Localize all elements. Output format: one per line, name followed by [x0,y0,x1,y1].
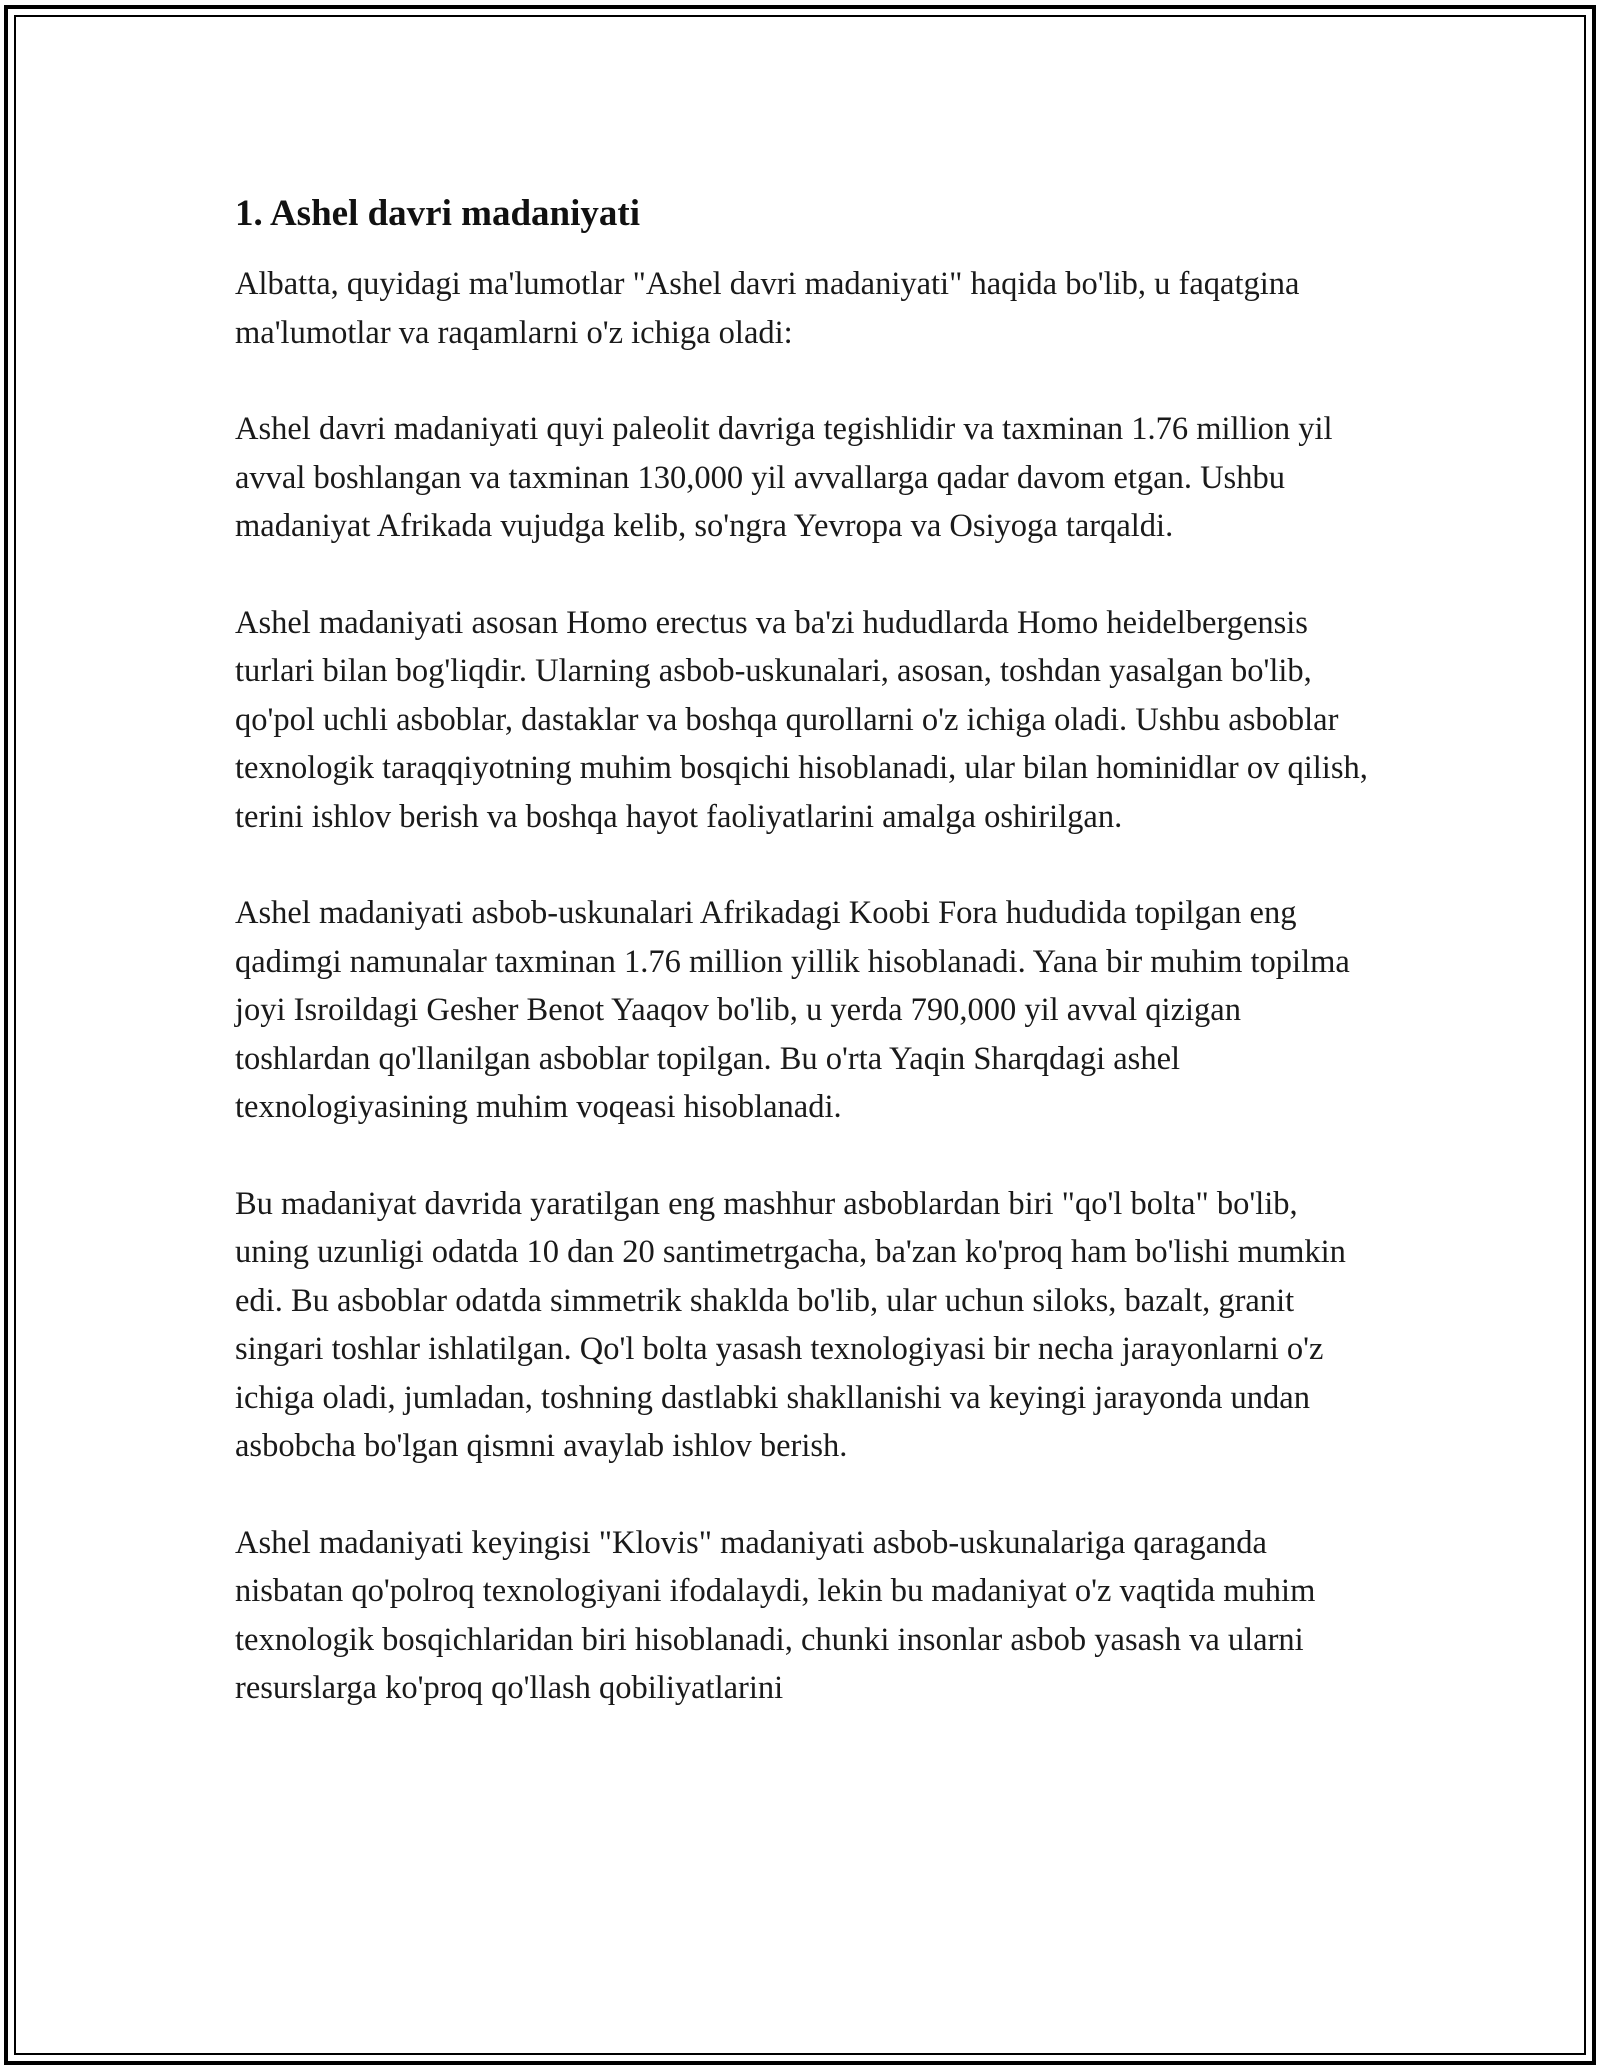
document-body [235,190,1370,1761]
paragraph-period: Ashel davri madaniyati quyi paleolit davriga tegishlidir va taxminan 1.76 million yil avval boshlangan va taxminan 130,000 yil avvallarga qadar davom etgan. Ushbu madaniyat Afrikada vujudga kelib, so'ngra Yevropa va Osiyoga tarqaldi. [235,411,1333,544]
paragraph-finds: Ashel madaniyati asbob-uskunalari Afrikadagi Koobi Fora hududida topilgan eng qadimgi namunalar taxminan 1.76 million yillik hisoblanadi. Yana bir muhim topilma joyi Isroildagi Gesher Benot Yaaqov bo'lib, u yerda 790,000 yil avval qizigan toshlardan qo'llanilgan asboblar topilgan. Bu o'rta Yaqin Sharqdagi ashel texnologiyasining muhim voqeasi hisoblanadi. [235,895,1350,1125]
paragraph-homo-erectus: Ashel madaniyati asosan Homo erectus va ba'zi hududlarda Homo heidelbergensis turlari bilan bog'liqdir. Ularning asbob-uskunalari, asosan, toshdan yasalgan bo'lib, qo'pol uchli asboblar, dastaklar va boshqa qurollarni o'z ichiga oladi. Ushbu asboblar texnologik taraqqiyotning muhim bosqichi hisoblanadi, ular bilan hominidlar ov qilish, terini ishlov berish va boshqa hayot faoliyatlarini amalga oshirilgan. [235,604,1368,835]
paragraph-clovis: Ashel madaniyati keyingisi "Klovis" madaniyati asbob-uskunalariga qaraganda nisbatan qo'polroq texnologiyani ifodalaydi, lekin bu madaniyat o'z vaqtida muhim texnologik bosqichlaridan biri hisoblanadi, chunki insonlar asbob yasash va ularni resurslarga ko'proq qo'llash qobiliyatlarini [235,1524,1316,1706]
paragraph-hand-axe: Bu madaniyat davrida yaratilgan eng mashhur asboblardan biri "qo'l bolta" bo'lib, uning uzunligi odatda 10 dan 20 santimetrgacha, ba'zan ko'proq ham bo'lishi mumkin edi. Bu asboblar odatda simmetrik shaklda bo'lib, ular uchun siloks, bazalt, granit singari toshlar ishlatilgan. Qo'l bolta yasash texnologiyasi bir necha jarayonlarni o'z ichiga oladi, jumladan, toshning dastlabki shakllanishi va keyingi jarayonda undan asbobcha bo'lgan qismni avaylab ishlov berish. [235,1185,1346,1464]
document-heading: 1. Ashel davri madaniyati [235,193,640,234]
paragraph-intro: Albatta, quyidagi ma'lumotlar "Ashel davri madaniyati" haqida bo'lib, u faqatgina ma'lumotlar va raqamlarni o'z ichiga oladi: [235,266,1300,351]
